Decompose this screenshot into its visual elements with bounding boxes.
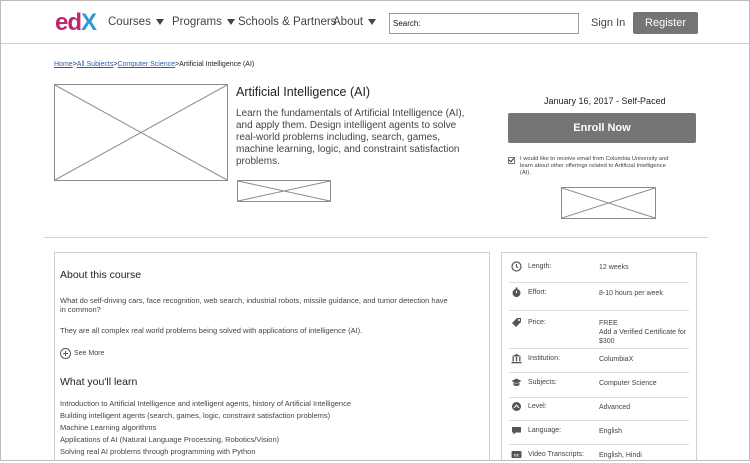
graduation-cap-icon — [511, 377, 522, 388]
svg-text:cc: cc — [513, 452, 520, 458]
cc-icon — [511, 449, 522, 460]
edx-logo[interactable]: edX — [55, 9, 97, 36]
learn-item: Introduction to Artificial Intelligence and intelligent agents, history of Artificial Intelligence — [60, 399, 351, 408]
about-course-panel — [54, 252, 490, 461]
breadcrumb-computer-science[interactable]: Computer Science — [117, 61, 176, 68]
fact-length: Length: 12 weeks — [509, 261, 689, 283]
tag-icon — [511, 317, 522, 328]
sign-in-link[interactable]: Sign In — [591, 17, 626, 29]
about-paragraph-1: What do self-driving cars, face recognition, web search, industrial robots, missile guidance, and tumor detection have in common? — [60, 296, 448, 314]
breadcrumb-home[interactable]: Home — [54, 61, 73, 68]
course-description: Learn the fundamentals of Artificial Intelligence (AI), and apply them. Design intelligent agents to solve real-world problems including, search, games, machine learning, logic, and constraint satisfaction problems. — [236, 108, 465, 167]
speech-bubble-icon — [511, 425, 522, 436]
course-facts-panel — [501, 252, 697, 461]
clock-icon — [511, 261, 522, 272]
site-header — [1, 1, 749, 44]
breadcrumb-all-subjects[interactable]: All Subjects — [76, 61, 114, 68]
fact-language: Language: English — [509, 425, 689, 445]
course-date-pacing: January 16, 2017 - Self-Paced — [544, 96, 666, 106]
chevron-down-icon — [156, 19, 164, 25]
about-heading: About this course — [60, 269, 142, 281]
chevron-down-icon — [368, 19, 376, 25]
level-icon — [511, 401, 522, 412]
email-optin — [508, 156, 670, 177]
nav-about[interactable]: About — [333, 16, 376, 28]
fact-price: Price: FREE Add a Verified Certificate for $300 — [509, 317, 689, 349]
search-input[interactable]: Search: — [389, 13, 579, 34]
email-optin-label: I would like to receive email from Columbia University and learn about other offerings related to Artificial Intelligence (AI). — [520, 156, 669, 176]
enroll-now-button[interactable]: Enroll Now — [508, 113, 696, 143]
breadcrumb-current: Artificial Intelligence (AI) — [179, 61, 255, 68]
learn-item: Machine Learning algorithms — [60, 423, 157, 432]
nav-courses[interactable]: Courses — [108, 16, 164, 28]
breadcrumb: Home>All Subjects>Computer Science>Artificial Intelligence (AI) — [54, 61, 255, 68]
fact-institution: Institution: ColumbiaX — [509, 353, 689, 373]
sponsor-image-placeholder — [561, 187, 656, 219]
fact-video-transcripts: cc Video Transcripts: English, Hindi — [509, 449, 689, 463]
learn-item: Solving real AI problems through programming with Python — [60, 447, 256, 456]
learn-item: Applications of AI (Natural Language Processing, Robotics/Vision) — [60, 435, 280, 444]
see-more-button[interactable]: See More — [60, 348, 104, 359]
nav-schools-partners[interactable]: Schools & Partners — [238, 16, 337, 28]
course-title: Artificial Intelligence (AI) — [236, 85, 371, 99]
register-button[interactable]: Register — [633, 12, 698, 34]
nav-programs[interactable]: Programs — [172, 16, 235, 28]
chevron-down-icon — [227, 19, 235, 25]
stopwatch-icon — [511, 287, 522, 298]
school-logo-placeholder — [237, 180, 331, 202]
course-image-placeholder — [54, 84, 228, 181]
institution-icon — [511, 353, 522, 364]
what-youll-learn-heading: What you'll learn — [60, 376, 138, 388]
fact-level: Level: Advanced — [509, 401, 689, 421]
fact-subjects: Subjects: Computer Science — [509, 377, 689, 398]
about-paragraph-2: They are all complex real world problems being solved with applications of intelligence (AI). — [60, 326, 363, 335]
email-optin-checkbox[interactable] — [508, 157, 515, 164]
fact-effort: Effort: 8-10 hours per week — [509, 287, 689, 311]
learn-item: Building intelligent agents (search, games, logic, constraint satisfaction problems) — [60, 411, 331, 420]
plus-circle-icon — [60, 348, 71, 359]
section-divider — [44, 237, 708, 238]
